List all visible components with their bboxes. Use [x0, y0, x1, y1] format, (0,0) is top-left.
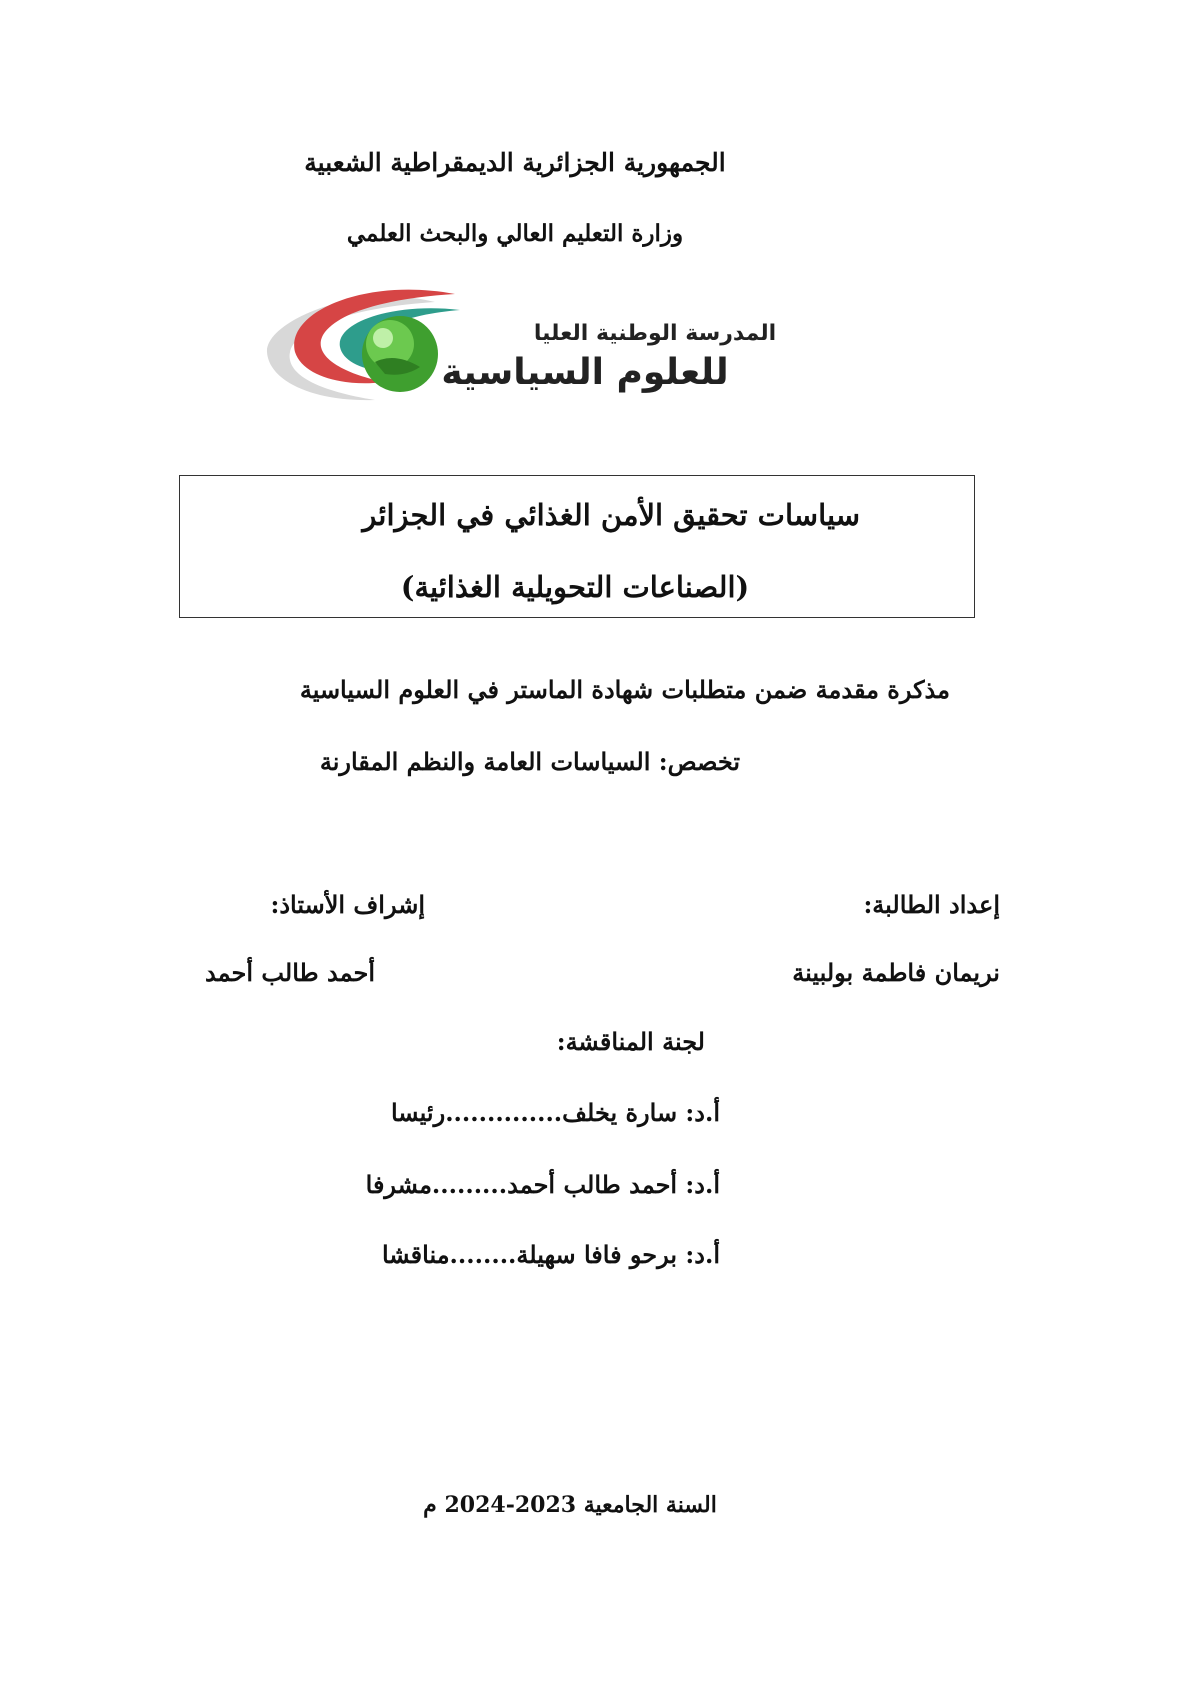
republic-heading: الجمهورية الجزائرية الديمقراطية الشعبية: [304, 148, 726, 177]
logo-school-name-line2: للعلوم السياسية: [441, 352, 729, 393]
logo-school-name-line1: المدرسة الوطنية العليا: [533, 321, 775, 346]
committee-label: لجنة المناقشة:: [556, 1027, 705, 1056]
committee-member-supervisor: أ.د: أحمد طالب أحمد.........مشرفا: [365, 1170, 720, 1199]
thesis-title: سياسات تحقيق الأمن الغذائي في الجزائر: [362, 498, 860, 532]
school-logo: [255, 282, 775, 422]
memoir-statement: مذكرة مقدمة ضمن متطلبات شهادة الماستر في العلوم السياسية: [299, 675, 950, 704]
committee-member-president: أ.د: سارة يخلف..............رئيسا: [390, 1098, 720, 1127]
student-label: إعداد الطالبة:: [863, 890, 1000, 919]
specialty-line: تخصص: السياسات العامة والنظم المقارنة: [319, 747, 740, 776]
supervisor-name: أحمد طالب أحمد: [205, 958, 375, 987]
student-name: نريمان فاطمة بولبينة: [792, 958, 1000, 987]
academic-year: السنة الجامعية 2023-2024 م: [423, 1492, 717, 1518]
supervisor-label: إشراف الأستاذ:: [270, 890, 425, 919]
ministry-heading: وزارة التعليم العالي والبحث العلمي: [346, 220, 684, 247]
committee-member-examiner: أ.د: برحو فافا سهيلة........مناقشا: [381, 1240, 720, 1269]
thesis-subtitle: (الصناعات التحويلية الغذائية): [400, 570, 750, 604]
